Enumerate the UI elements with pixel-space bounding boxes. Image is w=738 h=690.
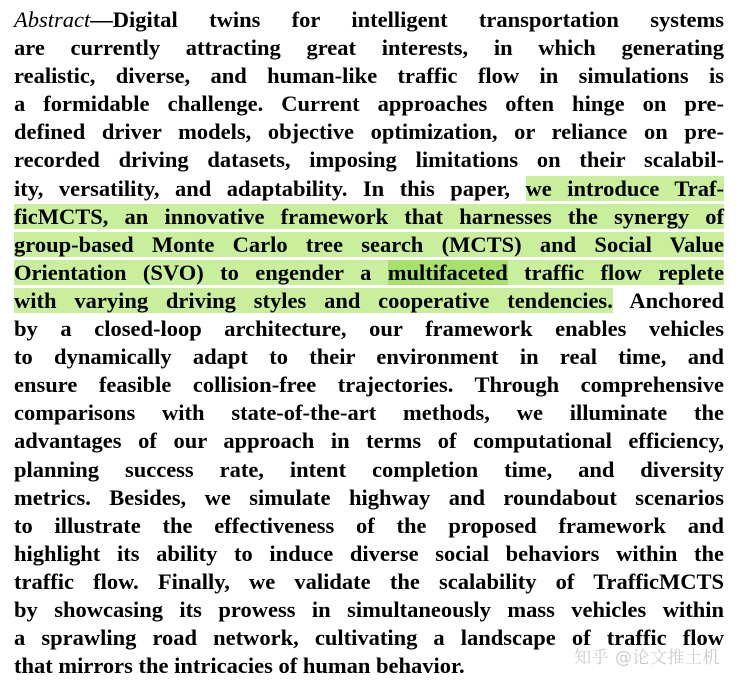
abstract-line-14: ensure feasible collision-free trajectories. Through comprehensive xyxy=(14,372,724,398)
abstract-line-23: a sprawling road network, cultivating a landscape of traffic flow xyxy=(14,625,724,651)
abstract-label: Abstract xyxy=(14,7,91,32)
abstract-line-3: realistic, diverse, and human-like traffic flow in simulations is xyxy=(14,63,724,89)
abstract-line-11 xyxy=(14,287,724,315)
abstract-line-9 xyxy=(14,231,724,259)
abstract-line-6: recorded driving datasets, imposing limitations on their scalabil- xyxy=(14,147,724,173)
abstract-line-10 xyxy=(14,259,724,287)
highlighted-text: traffic flow replete xyxy=(507,259,724,285)
abstract-line-13: to dynamically adapt to their environment in real time, and xyxy=(14,344,724,370)
abstract-line-24: that mirrors the intricacies of human behavior. xyxy=(14,653,465,679)
abstract-text: Anchored xyxy=(612,287,725,313)
abstract-line-12: by a closed-loop architecture, our framework enables vehicles xyxy=(14,316,724,342)
abstract-text: ity, versatility, and adaptability. In this paper, xyxy=(14,175,526,201)
abstract-line-8 xyxy=(14,203,724,231)
abstract-line-15: comparisons with state-of-the-art methods, we illuminate the xyxy=(14,400,724,426)
abstract-text: —Digital twins for intelligent transportation systems xyxy=(90,7,724,32)
highlighted-text: with varying driving styles and cooperative tendencies. xyxy=(14,287,613,313)
abstract-line-7 xyxy=(14,175,724,203)
highlighted-text: ficMCTS, an innovative framework that harnesses the synergy of xyxy=(14,203,724,229)
abstract-line-20: highlight its ability to induce diverse social behaviors within the xyxy=(14,540,724,566)
abstract-line-1 xyxy=(14,6,724,34)
abstract-block xyxy=(14,6,724,680)
abstract-line-4: a formidable challenge. Current approaches often hinge on pre- xyxy=(14,91,724,117)
abstract-line-5: defined driver models, objective optimization, or reliance on pre- xyxy=(14,119,724,145)
highlighted-keyword: multifaceted xyxy=(387,259,508,285)
highlighted-text: group-based Monte Carlo tree search (MCTS) and Social Value xyxy=(14,231,724,257)
abstract-line-16: advantages of our approach in terms of computational efficiency, xyxy=(14,428,724,454)
abstract-line-18: metrics. Besides, we simulate highway and roundabout scenarios xyxy=(14,484,724,510)
abstract-line-17: planning success rate, intent completion time, and diversity xyxy=(14,456,724,482)
abstract-line-22: by showcasing its prowess in simultaneously mass vehicles within xyxy=(14,596,724,622)
watermark: 知乎 @论文推土机 xyxy=(574,648,720,668)
highlighted-text: we introduce Traf- xyxy=(525,175,724,201)
abstract-line-21: traffic flow. Finally, we validate the scalability of TrafficMCTS xyxy=(14,568,724,594)
abstract-line-19: to illustrate the effectiveness of the proposed framework and xyxy=(14,512,724,538)
highlighted-text: Orientation (SVO) to engender a xyxy=(14,259,388,285)
abstract-line-2: are currently attracting great interests, in which generating xyxy=(14,35,724,61)
